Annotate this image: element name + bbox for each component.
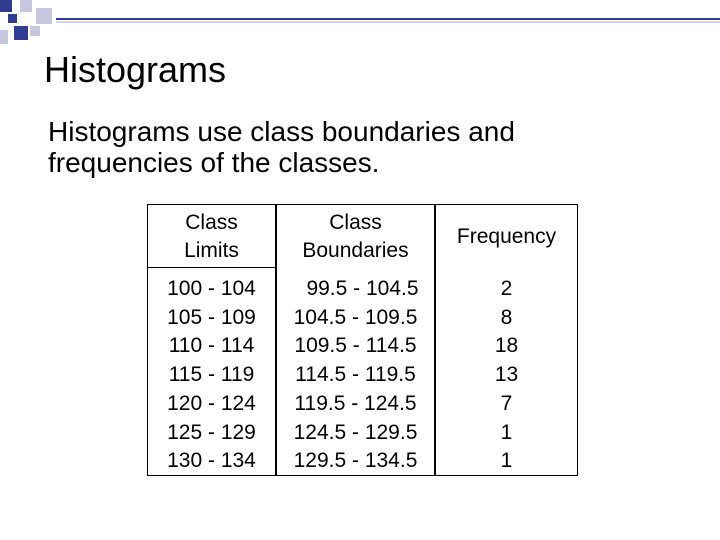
class-limit-cell: 115 - 119 bbox=[168, 363, 255, 387]
class-boundaries-values bbox=[277, 275, 434, 476]
class-boundaries-header: Class Boundaries bbox=[302, 211, 409, 262]
frequency-cell: 2 bbox=[500, 277, 513, 300]
slide-body-text bbox=[48, 116, 688, 178]
frequency-cell: 7 bbox=[500, 391, 513, 415]
class-boundary-cell: 109.5 - 114.5 bbox=[294, 334, 417, 358]
class-limit-cell: 130 - 134 bbox=[167, 449, 256, 473]
class-boundary-cell: 99.5 - 104.5 bbox=[306, 277, 419, 300]
class-boundary-cell: 124.5 - 129.5 bbox=[293, 420, 418, 444]
class-boundary-cell: 104.5 - 109.5 bbox=[293, 305, 418, 329]
frequency-cell: 8 bbox=[500, 305, 513, 329]
header-divider bbox=[148, 267, 277, 268]
body-line-1: Histograms use class boundaries and bbox=[48, 116, 515, 147]
class-limit-cell: 125 - 129 bbox=[167, 420, 256, 444]
class-limits-column bbox=[147, 204, 276, 476]
class-limit-cell: 105 - 109 bbox=[167, 305, 256, 329]
class-limits-values bbox=[148, 275, 275, 476]
class-limits-header: Class Limits bbox=[184, 211, 239, 262]
frequency-values bbox=[436, 275, 577, 476]
frequency-cell: 18 bbox=[494, 334, 519, 358]
class-limit-cell: 120 - 124 bbox=[167, 391, 256, 415]
slide-title: Histograms bbox=[44, 49, 227, 90]
frequency-column bbox=[435, 204, 578, 476]
frequency-cell: 1 bbox=[500, 420, 513, 444]
frequency-header: Frequency bbox=[456, 225, 557, 248]
class-boundary-cell: 114.5 - 119.5 bbox=[295, 363, 416, 387]
class-boundaries-column bbox=[276, 204, 435, 476]
frequency-cell: 1 bbox=[500, 449, 513, 473]
class-limit-cell: 110 - 114 bbox=[168, 334, 255, 358]
frequency-table bbox=[147, 204, 578, 476]
frequency-cell: 13 bbox=[494, 363, 519, 387]
class-limit-cell: 100 - 104 bbox=[167, 277, 256, 300]
body-line-2: frequencies of the classes. bbox=[48, 147, 380, 178]
class-boundary-cell: 119.5 - 124.5 bbox=[294, 391, 417, 415]
class-boundary-cell: 129.5 - 134.5 bbox=[293, 449, 418, 473]
